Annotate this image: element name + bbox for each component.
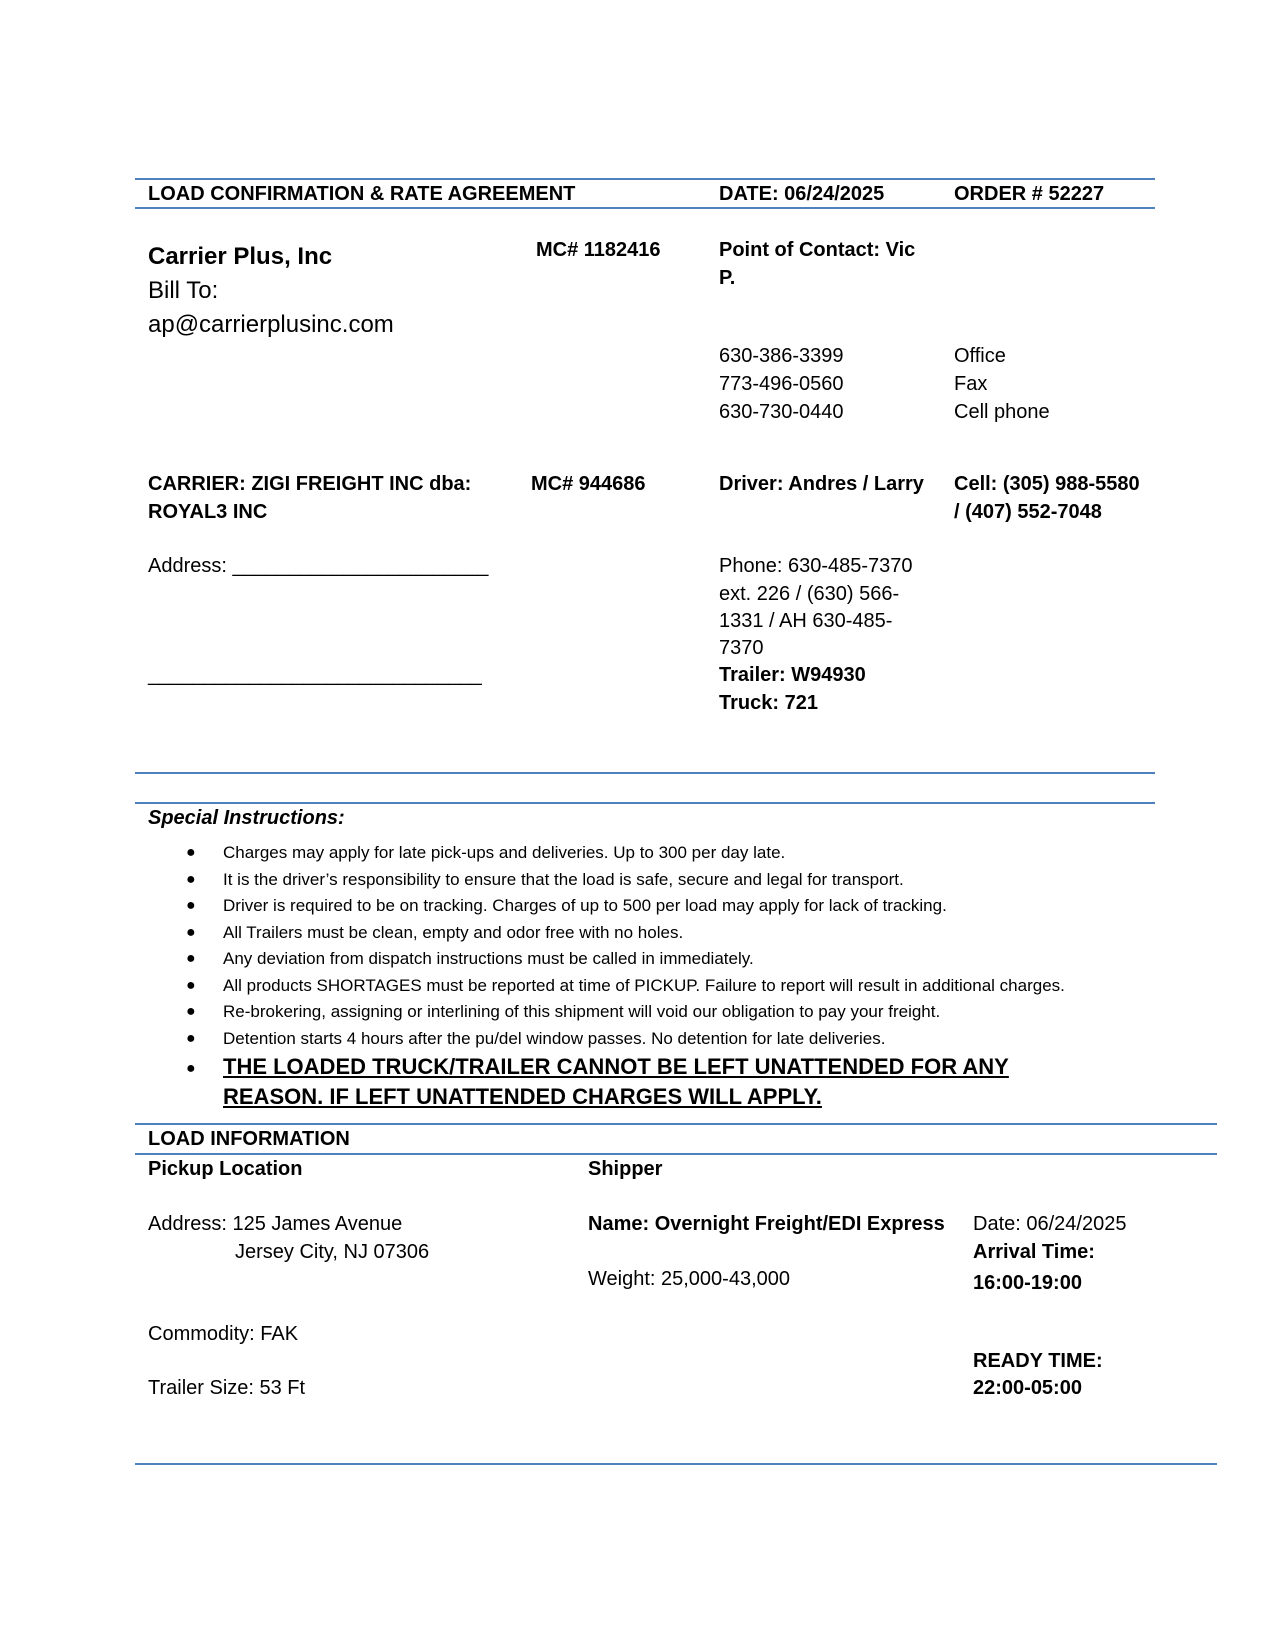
trailer-size: Trailer Size: 53 Ft — [148, 1377, 306, 1399]
list-item — [148, 840, 1088, 867]
carrier-mc-number: MC# 944686 — [531, 473, 646, 495]
phone-office-label: Office — [954, 345, 1006, 367]
bullet-icon: ● — [186, 897, 196, 914]
list-item — [148, 920, 1088, 947]
carrier-name-cont: ROYAL3 INC — [148, 501, 268, 523]
carrier-address-line2: ______________________________ — [148, 664, 482, 686]
list-item — [148, 1026, 1088, 1053]
load-top-rule — [135, 1123, 1217, 1125]
load-heading-rule — [135, 1153, 1217, 1155]
arrival-time-label: Arrival Time: — [973, 1241, 1095, 1263]
pickup-location-heading: Pickup Location — [148, 1158, 303, 1180]
carrier-phone-line3: 1331 / AH 630-485- — [719, 610, 893, 632]
instruction-text: It is the driver’s responsibility to ensure that the load is safe, secure and legal for transport. — [223, 869, 904, 889]
commodity: Commodity: FAK — [148, 1323, 299, 1345]
instruction-text: Re-brokering, assigning or interlining of this shipment will void our obligation to pay your freight. — [223, 1002, 941, 1021]
bill-to-label: Bill To: — [148, 277, 219, 304]
trailer-number: Trailer: W94930 — [719, 664, 866, 686]
bullet-icon: ● — [186, 923, 196, 941]
list-item — [148, 999, 1088, 1026]
truck-number: Truck: 721 — [719, 692, 818, 714]
carrier-name: CARRIER: ZIGI FREIGHT INC dba: — [148, 473, 472, 495]
driver-cell: Cell: (305) 988-5580 — [954, 473, 1140, 495]
ready-time-value: 22:00-05:00 — [973, 1377, 1082, 1399]
shipper-heading: Shipper — [588, 1158, 663, 1180]
list-item — [148, 973, 1088, 1000]
list-item — [148, 867, 1088, 894]
phone-cell-label: Cell phone — [954, 401, 1050, 423]
warning-item — [148, 1052, 1088, 1112]
instruction-text: Charges may apply for late pick-ups and deliveries. Up to 300 per day late. — [223, 843, 786, 862]
shipper-name: Name: Overnight Freight/EDI Express — [588, 1213, 945, 1235]
bullet-icon: ● — [186, 976, 196, 994]
document-date: DATE: 06/24/2025 — [719, 183, 885, 205]
ready-time-label: READY TIME: — [973, 1350, 1103, 1372]
pickup-address: Address: 125 James Avenue — [148, 1213, 403, 1235]
warning-text: THE LOADED TRUCK/TRAILER CANNOT BE LEFT UNATTENDED FOR ANY REASON. IF LEFT UNATTENDED CHARGES WILL APPLY. — [223, 1054, 1009, 1109]
point-of-contact: Point of Contact: Vic — [719, 239, 916, 261]
bullet-icon: ● — [186, 870, 196, 888]
driver-cell-cont: / (407) 552-7048 — [954, 501, 1102, 523]
carrier-phone-line4: 7370 — [719, 637, 764, 659]
load-information-heading: LOAD INFORMATION — [148, 1128, 350, 1150]
driver-names: Driver: Andres / Larry — [719, 473, 924, 495]
broker-name: Carrier Plus, Inc — [148, 243, 333, 270]
list-item — [148, 946, 1088, 973]
instruction-text: Driver is required to be on tracking. Charges of up to 500 per load may apply for lack of tracking. — [223, 896, 947, 915]
bullet-icon: ● — [186, 1003, 196, 1020]
carrier-phone-line1: Phone: 630-485-7370 — [719, 555, 913, 577]
bullet-icon: ● — [186, 1029, 196, 1047]
phone-office: 630-386-3399 — [719, 345, 844, 367]
broker-mc-number: MC# 1182416 — [536, 239, 661, 261]
shipment-weight: Weight: 25,000-43,000 — [588, 1268, 791, 1290]
pickup-date: Date: 06/24/2025 — [973, 1213, 1127, 1235]
special-instructions-list — [148, 840, 1088, 1112]
order-number: ORDER # 52227 — [954, 183, 1105, 205]
carrier-phone-line2: ext. 226 / (630) 566- — [719, 583, 900, 605]
phone-cell: 630-730-0440 — [719, 401, 844, 423]
bullet-icon: ● — [186, 950, 196, 967]
arrival-time-value: 16:00-19:00 — [973, 1272, 1082, 1294]
document-title: LOAD CONFIRMATION & RATE AGREEMENT — [148, 183, 576, 205]
point-of-contact-cont: P. — [719, 267, 736, 289]
carrier-section-rule — [135, 772, 1155, 774]
pickup-city: Jersey City, NJ 07306 — [235, 1241, 430, 1263]
bullet-icon: ● — [186, 1060, 196, 1077]
instruction-text: All Trailers must be clean, empty and odor free with no holes. — [223, 922, 684, 942]
carrier-address: Address: _______________________ — [148, 555, 489, 577]
instruction-text: All products SHORTAGES must be reported at time of PICKUP. Failure to report will result in additional charges. — [223, 975, 1065, 995]
phone-fax: 773-496-0560 — [719, 373, 844, 395]
special-instructions-heading: Special Instructions: — [148, 807, 345, 829]
special-top-rule — [135, 802, 1155, 804]
instruction-text: Detention starts 4 hours after the pu/del window passes. No detention for late deliveries. — [223, 1028, 886, 1048]
list-item — [148, 893, 1088, 920]
phone-fax-label: Fax — [954, 373, 988, 395]
header-top-rule — [135, 178, 1155, 180]
instruction-text: Any deviation from dispatch instructions must be called in immediately. — [223, 949, 754, 968]
load-bottom-rule — [135, 1463, 1217, 1465]
bill-to-email: ap@carrierplusinc.com — [148, 311, 394, 338]
header-bottom-rule — [135, 207, 1155, 209]
bullet-icon: ● — [186, 844, 196, 861]
